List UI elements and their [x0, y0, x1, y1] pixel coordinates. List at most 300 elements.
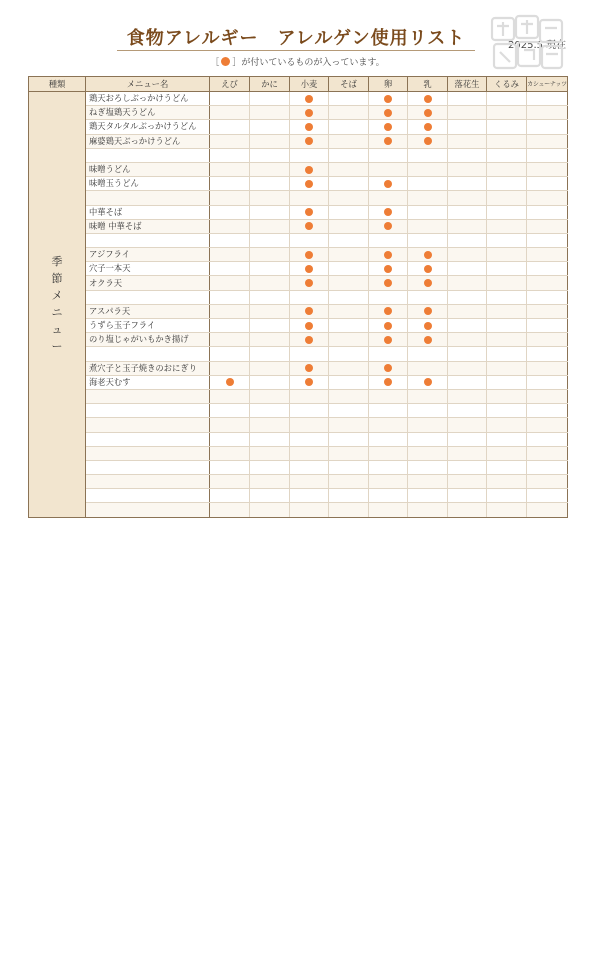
allergen-mark-icon	[384, 279, 392, 287]
table-row	[29, 290, 568, 304]
allergen-cell	[210, 276, 250, 290]
allergen-cell	[408, 446, 448, 460]
allergen-cell	[210, 148, 250, 162]
orange-dot-icon	[221, 57, 230, 66]
allergen-cell	[448, 389, 487, 403]
allergen-cell	[329, 319, 369, 333]
allergen-cell	[250, 503, 290, 517]
allergen-cell	[527, 177, 568, 191]
allergen-cell	[448, 418, 487, 432]
allergen-cell	[329, 432, 369, 446]
allergen-cell	[487, 191, 527, 205]
allergen-cell	[210, 432, 250, 446]
allergen-cell	[487, 262, 527, 276]
allergen-cell	[369, 262, 408, 276]
col-allergen-header: 卵	[369, 77, 408, 92]
allergen-cell	[210, 460, 250, 474]
allergen-cell	[210, 219, 250, 233]
allergen-cell	[369, 347, 408, 361]
menu-name-cell	[86, 191, 210, 205]
allergen-cell	[448, 304, 487, 318]
allergen-cell	[487, 162, 527, 176]
table-row	[29, 134, 568, 148]
allergen-mark-icon	[384, 109, 392, 117]
allergen-cell	[487, 106, 527, 120]
allergen-mark-icon	[384, 208, 392, 216]
allergen-mark-icon	[305, 222, 313, 230]
menu-name-cell: 味噌 中華そば	[86, 219, 210, 233]
allergen-cell	[487, 347, 527, 361]
allergen-cell	[487, 276, 527, 290]
allergen-cell	[250, 92, 290, 106]
allergen-mark-icon	[305, 166, 313, 174]
allergen-cell	[210, 361, 250, 375]
allergen-cell	[290, 148, 329, 162]
allergen-cell	[487, 233, 527, 247]
allergen-cell	[408, 219, 448, 233]
table-row	[29, 404, 568, 418]
allergen-cell	[329, 219, 369, 233]
allergen-cell	[408, 319, 448, 333]
allergen-mark-icon	[305, 180, 313, 188]
table-row	[29, 418, 568, 432]
menu-name-cell: うずら玉子フライ	[86, 319, 210, 333]
allergen-cell	[527, 475, 568, 489]
allergen-cell	[290, 162, 329, 176]
allergen-cell	[250, 347, 290, 361]
allergen-cell	[290, 361, 329, 375]
allergen-cell	[487, 503, 527, 517]
allergen-cell	[527, 333, 568, 347]
allergen-mark-icon	[424, 109, 432, 117]
allergen-cell	[290, 418, 329, 432]
allergen-mark-icon	[305, 322, 313, 330]
allergen-cell	[487, 404, 527, 418]
allergen-cell	[210, 404, 250, 418]
menu-name-cell	[86, 148, 210, 162]
allergen-cell	[527, 191, 568, 205]
table-row	[29, 191, 568, 205]
allergen-mark-icon	[424, 378, 432, 386]
allergen-cell	[527, 319, 568, 333]
menu-name-cell: 鶏天おろしぶっかけうどん	[86, 92, 210, 106]
allergen-cell	[487, 219, 527, 233]
allergen-mark-icon	[305, 123, 313, 131]
allergen-cell	[250, 418, 290, 432]
menu-name-cell	[86, 290, 210, 304]
table-row	[29, 120, 568, 134]
table-row	[29, 162, 568, 176]
allergen-cell	[408, 503, 448, 517]
allergen-cell	[408, 148, 448, 162]
allergen-cell	[448, 276, 487, 290]
allergen-mark-icon	[384, 378, 392, 386]
allergen-cell	[448, 475, 487, 489]
allergen-cell	[408, 262, 448, 276]
allergen-cell	[408, 333, 448, 347]
menu-name-cell	[86, 446, 210, 460]
allergen-mark-icon	[384, 322, 392, 330]
col-allergen-header: くるみ	[487, 77, 527, 92]
allergen-mark-icon	[305, 336, 313, 344]
allergen-cell	[250, 319, 290, 333]
allergen-cell	[448, 219, 487, 233]
allergen-cell	[210, 475, 250, 489]
table-row	[29, 361, 568, 375]
allergen-cell	[329, 233, 369, 247]
menu-name-cell	[86, 404, 210, 418]
allergen-mark-icon	[305, 279, 313, 287]
allergen-cell	[408, 205, 448, 219]
allergen-cell	[210, 106, 250, 120]
allergen-cell	[448, 290, 487, 304]
allergen-mark-icon	[384, 336, 392, 344]
allergen-cell	[408, 361, 448, 375]
allergen-cell	[210, 375, 250, 389]
allergen-mark-icon	[424, 123, 432, 131]
allergen-cell	[250, 432, 290, 446]
allergen-cell	[448, 404, 487, 418]
allergen-cell	[527, 460, 568, 474]
allergen-cell	[329, 375, 369, 389]
allergen-cell	[250, 120, 290, 134]
allergen-cell	[487, 92, 527, 106]
allergen-mark-icon	[384, 95, 392, 103]
table-row	[29, 92, 568, 106]
allergen-cell	[448, 319, 487, 333]
allergen-mark-icon	[305, 137, 313, 145]
allergen-cell	[329, 162, 369, 176]
allergen-mark-icon	[226, 378, 234, 386]
allergen-cell	[527, 233, 568, 247]
allergen-cell	[290, 120, 329, 134]
table-header-row	[29, 77, 568, 92]
allergen-cell	[290, 460, 329, 474]
allergen-mark-icon	[305, 95, 313, 103]
allergen-cell	[408, 92, 448, 106]
allergen-cell	[487, 333, 527, 347]
allergen-cell	[250, 148, 290, 162]
allergen-cell	[250, 191, 290, 205]
allergen-cell	[250, 262, 290, 276]
allergen-mark-icon	[305, 378, 313, 386]
col-allergen-header: えび	[210, 77, 250, 92]
allergen-cell	[408, 191, 448, 205]
allergen-cell	[527, 290, 568, 304]
col-menu-header: メニュー名	[86, 77, 210, 92]
allergen-cell	[250, 475, 290, 489]
allergen-cell	[290, 106, 329, 120]
allergen-cell	[448, 177, 487, 191]
table-row	[29, 177, 568, 191]
allergen-cell	[487, 375, 527, 389]
allergen-mark-icon	[384, 251, 392, 259]
allergen-mark-icon	[384, 265, 392, 273]
allergen-cell	[408, 120, 448, 134]
table-row	[29, 503, 568, 517]
allergen-cell	[369, 503, 408, 517]
table-row	[29, 446, 568, 460]
allergen-cell	[210, 489, 250, 503]
allergen-mark-icon	[424, 279, 432, 287]
allergen-cell	[210, 162, 250, 176]
allergen-mark-icon	[305, 208, 313, 216]
allergen-mark-icon	[305, 364, 313, 372]
allergen-cell	[527, 375, 568, 389]
allergen-cell	[448, 120, 487, 134]
allergen-cell	[250, 333, 290, 347]
table-row	[29, 205, 568, 219]
allergen-cell	[290, 347, 329, 361]
allergen-cell	[290, 319, 329, 333]
allergen-cell	[369, 177, 408, 191]
allergen-cell	[329, 404, 369, 418]
menu-name-cell: オクラ天	[86, 276, 210, 290]
allergen-cell	[448, 191, 487, 205]
allergen-cell	[369, 148, 408, 162]
allergen-cell	[527, 205, 568, 219]
allergen-cell	[448, 489, 487, 503]
allergen-cell	[408, 432, 448, 446]
allergen-cell	[329, 205, 369, 219]
allergen-mark-icon	[305, 265, 313, 273]
allergen-cell	[448, 333, 487, 347]
allergen-cell	[487, 446, 527, 460]
menu-name-cell	[86, 460, 210, 474]
page-title: 食物アレルギー アレルゲン使用リスト	[126, 28, 466, 49]
allergen-cell	[369, 475, 408, 489]
allergen-cell	[487, 148, 527, 162]
table-row	[29, 333, 568, 347]
allergen-cell	[448, 361, 487, 375]
allergen-mark-icon	[384, 137, 392, 145]
legend-text: ］が付いているものが入っています。	[232, 58, 385, 68]
allergen-cell	[250, 404, 290, 418]
allergen-cell	[369, 276, 408, 290]
allergen-cell	[250, 460, 290, 474]
allergen-cell	[487, 418, 527, 432]
allergen-cell	[408, 162, 448, 176]
allergen-cell	[448, 233, 487, 247]
col-allergen-header: 落花生	[448, 77, 487, 92]
allergen-cell	[210, 304, 250, 318]
allergen-cell	[369, 92, 408, 106]
allergen-cell	[527, 162, 568, 176]
category-cell	[29, 92, 86, 518]
allergen-cell	[369, 319, 408, 333]
allergen-cell	[290, 333, 329, 347]
table-row	[29, 148, 568, 162]
allergen-cell	[448, 162, 487, 176]
allergen-cell	[250, 219, 290, 233]
allergen-cell	[408, 375, 448, 389]
allergen-cell	[290, 262, 329, 276]
col-allergen-header: 小麦	[290, 77, 329, 92]
allergen-cell	[527, 248, 568, 262]
allergen-cell	[487, 248, 527, 262]
allergen-cell	[290, 389, 329, 403]
allergen-cell	[408, 460, 448, 474]
allergen-cell	[448, 432, 487, 446]
allergen-mark-icon	[424, 322, 432, 330]
allergen-cell	[210, 248, 250, 262]
allergen-cell	[448, 92, 487, 106]
allergen-cell	[329, 304, 369, 318]
allergen-cell	[527, 432, 568, 446]
allergen-cell	[210, 262, 250, 276]
allergen-cell	[329, 92, 369, 106]
allergen-cell	[527, 404, 568, 418]
menu-name-cell: 麻婆鶏天ぶっかけうどん	[86, 134, 210, 148]
allergen-cell	[487, 120, 527, 134]
table-row	[29, 347, 568, 361]
legend	[0, 55, 595, 68]
allergen-cell	[210, 120, 250, 134]
allergen-cell	[369, 460, 408, 474]
allergen-cell	[210, 389, 250, 403]
allergen-cell	[329, 134, 369, 148]
allergen-cell	[290, 276, 329, 290]
allergen-cell	[527, 92, 568, 106]
allergen-mark-icon	[384, 307, 392, 315]
allergen-cell	[369, 248, 408, 262]
allergen-cell	[527, 106, 568, 120]
allergen-cell	[487, 475, 527, 489]
allergen-cell	[527, 389, 568, 403]
allergen-cell	[329, 276, 369, 290]
table-row	[29, 319, 568, 333]
menu-name-cell	[86, 489, 210, 503]
allergen-cell	[408, 276, 448, 290]
menu-name-cell	[86, 347, 210, 361]
allergen-cell	[448, 134, 487, 148]
allergen-cell	[369, 361, 408, 375]
allergen-mark-icon	[424, 251, 432, 259]
allergen-cell	[290, 92, 329, 106]
allergen-cell	[290, 191, 329, 205]
allergen-cell	[329, 460, 369, 474]
allergen-cell	[210, 134, 250, 148]
allergen-cell	[369, 162, 408, 176]
table-row	[29, 233, 568, 247]
allergen-cell	[369, 219, 408, 233]
allergen-mark-icon	[384, 180, 392, 188]
menu-name-cell: 煮穴子と玉子焼きのおにぎり	[86, 361, 210, 375]
menu-name-cell: 味噌玉うどん	[86, 177, 210, 191]
allergen-cell	[408, 177, 448, 191]
allergen-cell	[290, 404, 329, 418]
allergen-cell	[369, 233, 408, 247]
allergen-cell	[408, 389, 448, 403]
allergen-mark-icon	[424, 137, 432, 145]
allergen-cell	[369, 404, 408, 418]
allergen-mark-icon	[305, 251, 313, 259]
allergen-cell	[250, 134, 290, 148]
table-row	[29, 219, 568, 233]
allergen-cell	[369, 106, 408, 120]
allergen-cell	[210, 205, 250, 219]
menu-name-cell: 海老天むす	[86, 375, 210, 389]
table-row	[29, 276, 568, 290]
allergen-cell	[487, 177, 527, 191]
allergen-cell	[210, 290, 250, 304]
allergen-cell	[527, 120, 568, 134]
allergen-cell	[250, 446, 290, 460]
allergen-cell	[448, 148, 487, 162]
allergen-cell	[290, 233, 329, 247]
allergen-cell	[329, 475, 369, 489]
table-row	[29, 304, 568, 318]
allergen-cell	[487, 489, 527, 503]
allergen-mark-icon	[384, 364, 392, 372]
allergen-cell	[408, 290, 448, 304]
allergen-cell	[329, 333, 369, 347]
allergen-cell	[527, 148, 568, 162]
allergen-cell	[408, 134, 448, 148]
allergen-cell	[329, 489, 369, 503]
allergen-cell	[408, 489, 448, 503]
allergen-cell	[329, 177, 369, 191]
table-row	[29, 432, 568, 446]
allergen-cell	[487, 304, 527, 318]
menu-name-cell: 味噌うどん	[86, 162, 210, 176]
allergen-cell	[290, 432, 329, 446]
allergen-cell	[250, 290, 290, 304]
allergen-cell	[290, 219, 329, 233]
menu-name-cell	[86, 503, 210, 517]
menu-name-cell: 鶏天タルタルぶっかけうどん	[86, 120, 210, 134]
allergen-cell	[250, 248, 290, 262]
allergen-cell	[448, 347, 487, 361]
allergen-cell	[290, 304, 329, 318]
allergen-cell	[527, 276, 568, 290]
menu-name-cell	[86, 389, 210, 403]
allergen-cell	[408, 418, 448, 432]
allergen-cell	[250, 162, 290, 176]
allergen-cell	[369, 290, 408, 304]
allergen-cell	[369, 191, 408, 205]
allergen-cell	[527, 219, 568, 233]
allergen-cell	[408, 248, 448, 262]
table-row	[29, 106, 568, 120]
allergen-cell	[369, 205, 408, 219]
allergen-cell	[487, 460, 527, 474]
allergen-cell	[290, 489, 329, 503]
allergen-cell	[329, 446, 369, 460]
allergen-cell	[329, 148, 369, 162]
table-row	[29, 248, 568, 262]
allergen-cell	[369, 446, 408, 460]
table-row	[29, 262, 568, 276]
allergen-mark-icon	[424, 95, 432, 103]
allergen-cell	[290, 446, 329, 460]
allergen-cell	[448, 262, 487, 276]
allergen-cell	[487, 389, 527, 403]
allergen-cell	[527, 347, 568, 361]
allergen-mark-icon	[424, 307, 432, 315]
allergen-cell	[448, 205, 487, 219]
allergen-cell	[487, 432, 527, 446]
menu-name-cell	[86, 418, 210, 432]
allergen-cell	[408, 404, 448, 418]
menu-name-cell: アスパラ天	[86, 304, 210, 318]
allergen-cell	[487, 134, 527, 148]
allergen-cell	[527, 361, 568, 375]
allergen-cell	[448, 375, 487, 389]
allergen-cell	[329, 418, 369, 432]
allergen-cell	[329, 361, 369, 375]
allergen-cell	[250, 375, 290, 389]
